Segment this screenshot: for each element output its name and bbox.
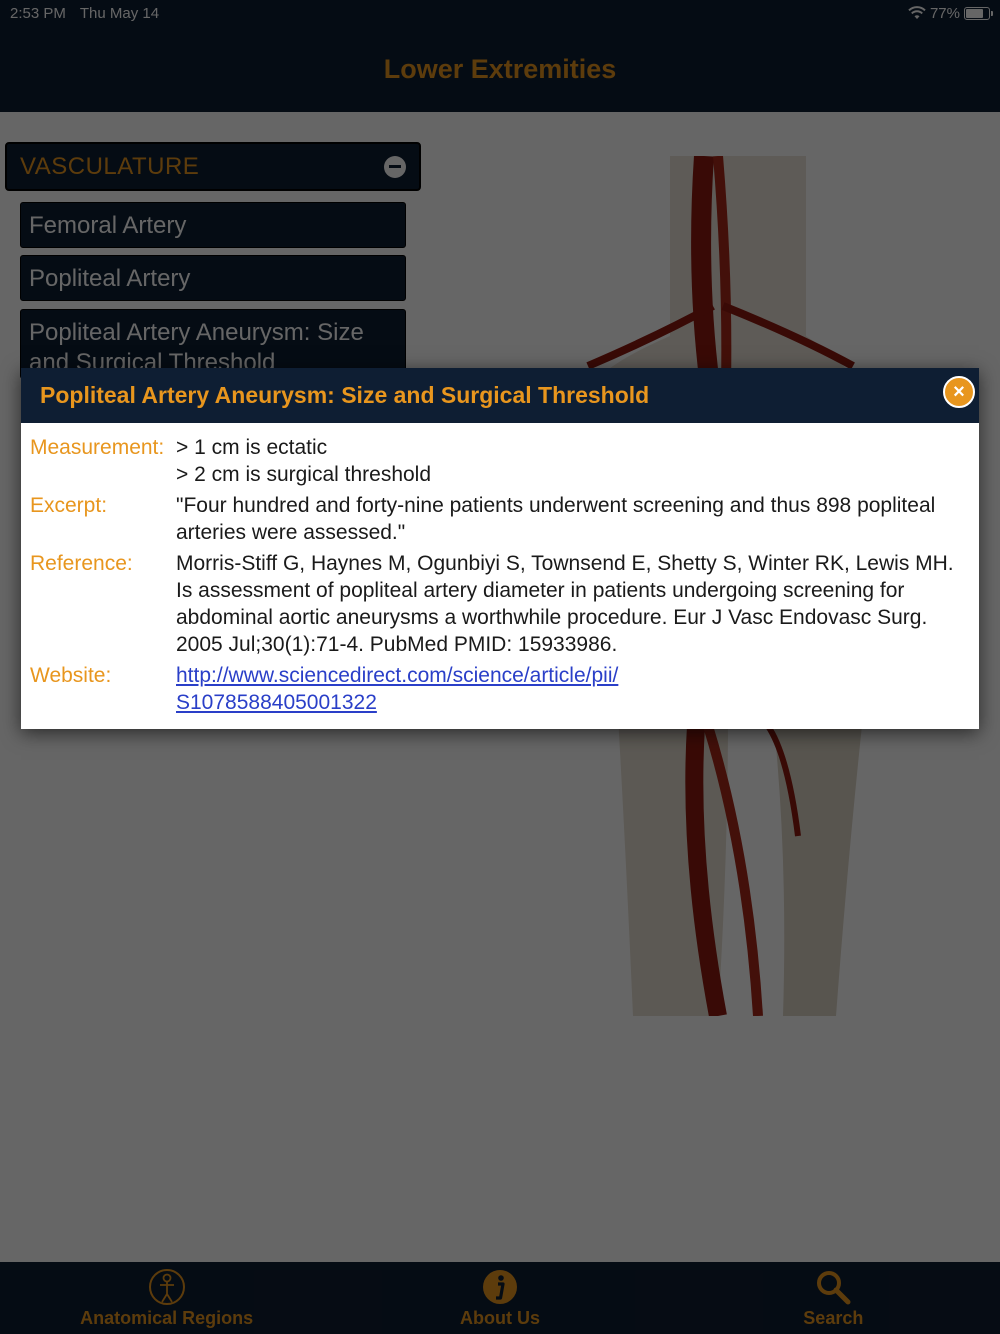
website-row — [30, 662, 970, 716]
website-link-line: S1078588405001322 — [176, 691, 377, 714]
reference-value: Morris-Stiff G, Haynes M, Ogunbiyi S, Townsend E, Shetty S, Winter RK, Lewis MH. Is assessment of popliteal artery diameter in patients undergoing screening for abdominal aortic aneurysms a worthwhile procedure. Eur J Vasc Endovasc Surg. 2005 Jul;30(1):71-4. PubMed PMID: 15933986. — [176, 552, 954, 656]
reference-label: Reference: — [30, 552, 133, 575]
excerpt-value: "Four hundred and forty-nine patients underwent screening and thus 898 popliteal arteries were assessed." — [176, 494, 936, 544]
measurement-line: > 2 cm is surgical threshold — [176, 463, 432, 486]
measurement-value — [176, 434, 970, 488]
reference-row — [30, 550, 970, 658]
excerpt-row — [30, 492, 970, 546]
website-link-line: http://www.sciencedirect.com/science/article/pii/ — [176, 664, 619, 687]
website-value — [176, 662, 970, 716]
modal-header — [21, 368, 979, 423]
info-modal — [21, 368, 979, 729]
excerpt-label: Excerpt: — [30, 494, 108, 517]
website-link[interactable] — [176, 664, 618, 714]
close-button[interactable] — [943, 376, 975, 408]
measurement-label: Measurement: — [30, 436, 165, 459]
modal-title: Popliteal Artery Aneurysm: Size and Surgical Threshold — [40, 382, 650, 408]
measurement-line: > 1 cm is ectatic — [176, 436, 328, 459]
website-label: Website: — [30, 664, 112, 687]
modal-body — [21, 423, 979, 716]
measurement-row — [30, 434, 970, 488]
close-icon: × — [953, 381, 965, 403]
